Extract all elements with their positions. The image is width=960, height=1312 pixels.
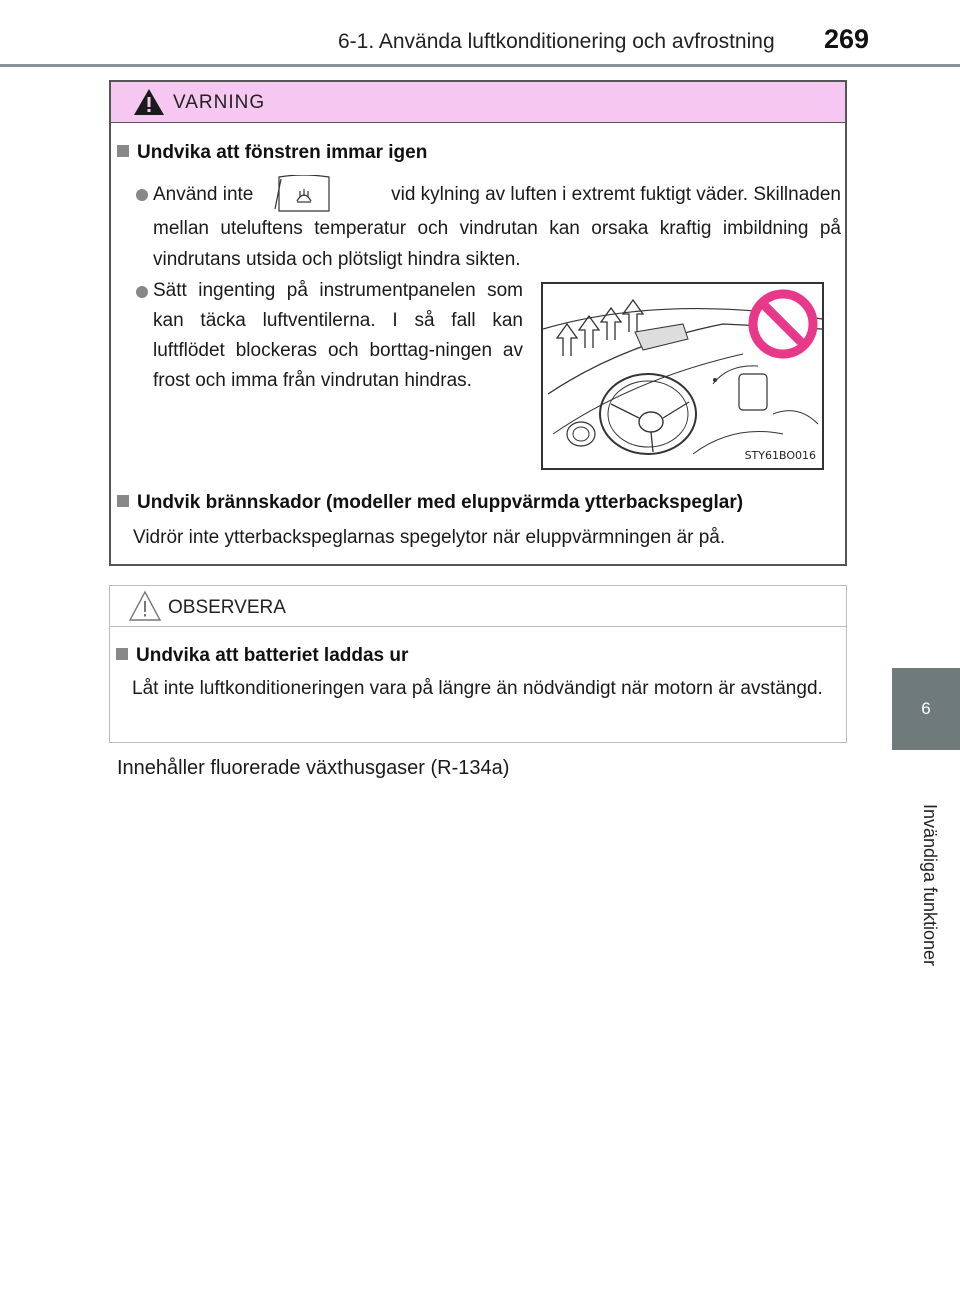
section-title-burns bbox=[117, 492, 743, 514]
notice-title-text: Undvika att batteriet laddas ur bbox=[136, 645, 409, 666]
section-square-icon bbox=[116, 648, 128, 660]
section-title-fog bbox=[117, 142, 427, 164]
bullet-dot-icon bbox=[136, 189, 148, 201]
warning-triangle-icon bbox=[128, 590, 162, 622]
warning-triangle-icon bbox=[133, 88, 165, 116]
notice-text: Låt inte luftkonditioneringen vara på längre än nödvändigt när motorn är avstängd. bbox=[132, 678, 823, 699]
bullet2-text: Sätt ingenting på instrumentpanelen som kan täcka luftventilerna. I så fall kan luftflödet blockeras och borttag-ningen av frost och imma från vindrutan hindras. bbox=[153, 280, 523, 391]
header-rule bbox=[0, 64, 960, 67]
bullet-dot-icon bbox=[136, 286, 148, 298]
notice-title bbox=[116, 645, 408, 667]
page-number: 269 bbox=[824, 24, 870, 54]
section-title-text: Undvika att fönstren immar igen bbox=[137, 142, 428, 163]
notice-box bbox=[109, 585, 847, 743]
section-title-text: Undvik brännskador (modeller med eluppvärmda ytterbackspeglar) bbox=[137, 492, 744, 513]
section2-text: Vidrör inte ytterbackspeglarnas spegelytor när eluppvärmningen är på. bbox=[133, 527, 726, 548]
figure-code: STY61BO016 bbox=[744, 449, 816, 462]
warning-header bbox=[111, 82, 845, 123]
running-header-title: 6-1. Använda luftkonditionering och avfrostning bbox=[338, 30, 775, 53]
prohibition-icon bbox=[747, 288, 819, 360]
warning-label: VARNING bbox=[173, 92, 266, 113]
dashboard-illustration bbox=[541, 282, 824, 470]
chapter-tab: 6 bbox=[892, 668, 960, 750]
warning-box bbox=[109, 80, 847, 566]
section-square-icon bbox=[117, 495, 129, 507]
bullet1-text-before: Använd inte bbox=[153, 184, 254, 205]
bullet1-text-after: vid kylning av luften i extremt fuktigt väder. Skillnaden bbox=[391, 184, 841, 205]
notice-label: OBSERVERA bbox=[168, 597, 286, 618]
windshield-defrost-icon bbox=[273, 175, 333, 213]
section-square-icon bbox=[117, 145, 129, 157]
chapter-label: Invändiga funktioner bbox=[920, 803, 940, 967]
notice-header bbox=[110, 586, 846, 627]
footnote: Innehåller fluorerade växthusgaser (R-134a) bbox=[117, 757, 510, 779]
bullet1-text-continued: mellan uteluftens temperatur och vindrutan kan orsaka kraftig imbildning på vindrutans utsida och plötsligt hindra sikten. bbox=[153, 218, 841, 270]
